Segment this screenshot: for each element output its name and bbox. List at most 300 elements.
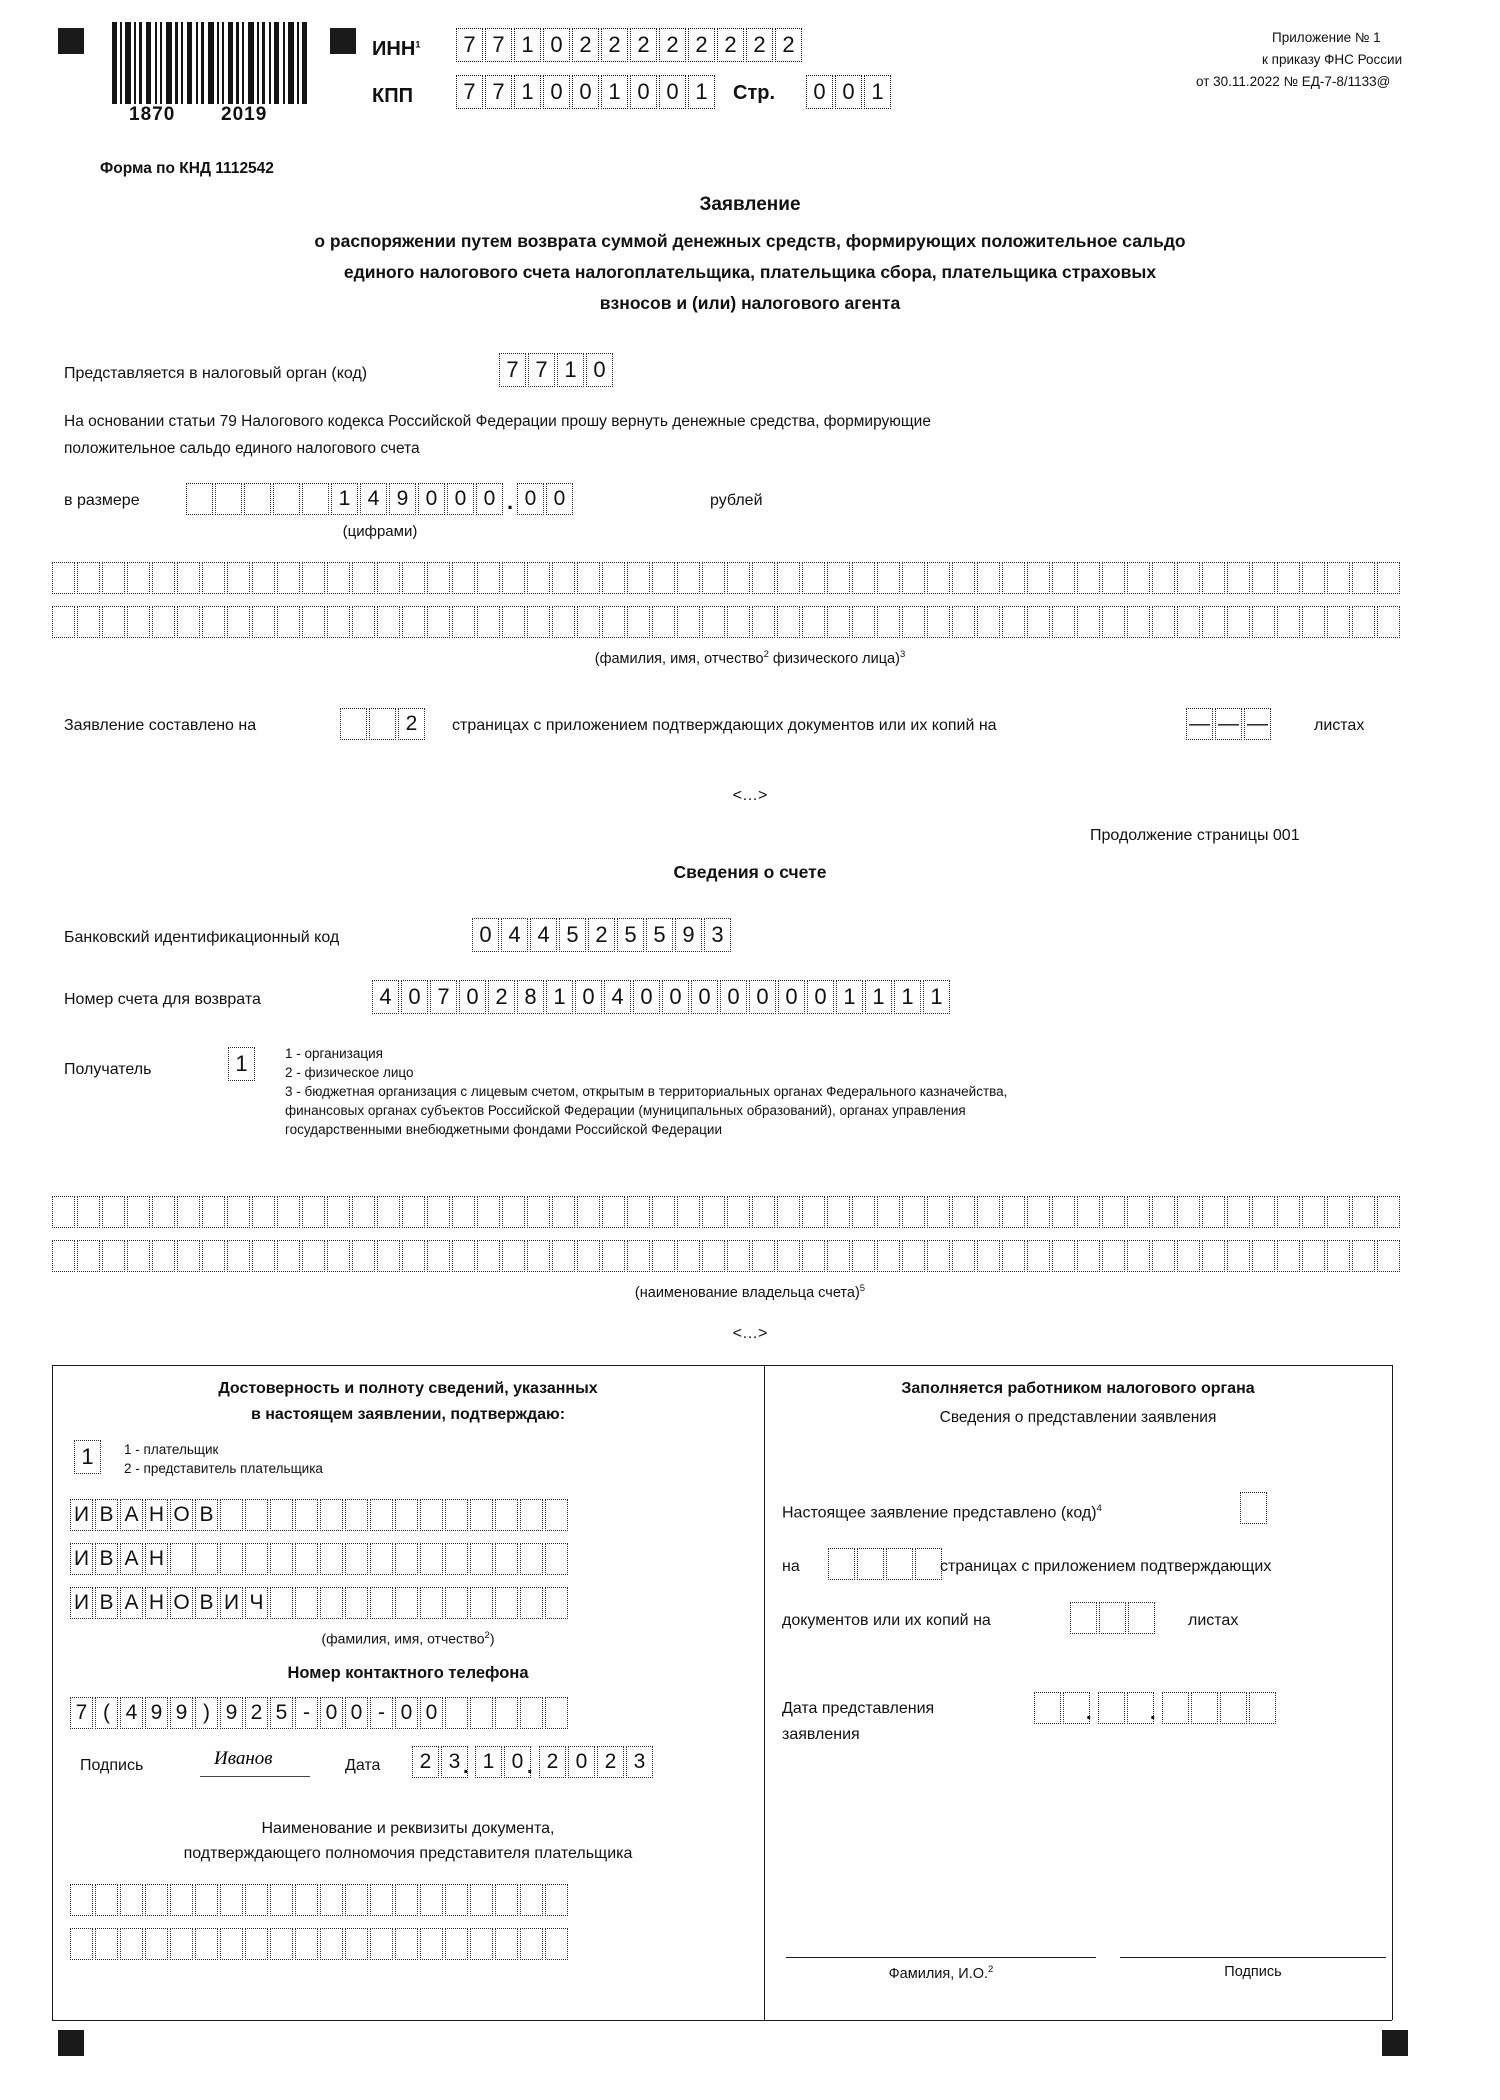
cell[interactable]: 1: [864, 75, 891, 109]
cell[interactable]: 9: [675, 918, 702, 952]
cell[interactable]: [295, 1884, 318, 1916]
cell[interactable]: [252, 606, 275, 638]
cell[interactable]: [327, 606, 350, 638]
cell[interactable]: [127, 562, 150, 594]
cell[interactable]: [952, 606, 975, 638]
cell[interactable]: [802, 562, 825, 594]
cell[interactable]: 4: [604, 980, 631, 1014]
cell[interactable]: [1277, 1196, 1300, 1228]
cell[interactable]: [520, 1499, 543, 1531]
cell[interactable]: [320, 1543, 343, 1575]
cell[interactable]: [102, 1196, 125, 1228]
cell[interactable]: [452, 606, 475, 638]
cell[interactable]: [102, 1240, 125, 1272]
taxpayer-fio-row-1[interactable]: [52, 562, 1402, 594]
cell[interactable]: 2: [688, 28, 715, 62]
cell[interactable]: 2: [630, 28, 657, 62]
cell[interactable]: -: [295, 1697, 318, 1729]
cell[interactable]: 1: [74, 1440, 101, 1474]
cell[interactable]: [220, 1543, 243, 1575]
cell[interactable]: [52, 562, 75, 594]
cell[interactable]: [520, 1543, 543, 1575]
cell[interactable]: И: [70, 1543, 93, 1575]
cell[interactable]: [1202, 1240, 1225, 1272]
cell[interactable]: И: [70, 1587, 93, 1619]
cell[interactable]: [495, 1587, 518, 1619]
cell[interactable]: 9: [170, 1697, 193, 1729]
cell[interactable]: [1152, 1196, 1175, 1228]
cell[interactable]: [427, 1196, 450, 1228]
cell[interactable]: 2: [601, 28, 628, 62]
cell[interactable]: 5: [270, 1697, 293, 1729]
cell[interactable]: [445, 1587, 468, 1619]
cell[interactable]: [1052, 562, 1075, 594]
cell[interactable]: [602, 1196, 625, 1228]
cell[interactable]: [452, 562, 475, 594]
cell[interactable]: [152, 562, 175, 594]
cell[interactable]: [902, 562, 925, 594]
official-date-year[interactable]: [1162, 1692, 1278, 1724]
cell[interactable]: 2: [398, 708, 425, 740]
cell[interactable]: [902, 606, 925, 638]
cell[interactable]: [370, 1543, 393, 1575]
cell[interactable]: [627, 606, 650, 638]
cell[interactable]: [302, 483, 329, 515]
cell[interactable]: 0: [320, 1697, 343, 1729]
cell[interactable]: [1102, 1240, 1125, 1272]
cell[interactable]: [802, 1196, 825, 1228]
cell[interactable]: [195, 1884, 218, 1916]
cell[interactable]: [320, 1884, 343, 1916]
cell[interactable]: [470, 1697, 493, 1729]
cell[interactable]: [1377, 1196, 1400, 1228]
cell[interactable]: [445, 1928, 468, 1960]
cell[interactable]: [1249, 1692, 1276, 1724]
cell[interactable]: 0: [659, 75, 686, 109]
cell[interactable]: [245, 1928, 268, 1960]
cell[interactable]: [727, 1240, 750, 1272]
cell[interactable]: [295, 1499, 318, 1531]
cell[interactable]: 0: [472, 918, 499, 952]
cell[interactable]: [852, 562, 875, 594]
cell[interactable]: [752, 562, 775, 594]
cell[interactable]: 1: [894, 980, 921, 1014]
cell[interactable]: [52, 606, 75, 638]
cell[interactable]: 0: [749, 980, 776, 1014]
cell[interactable]: 7: [528, 353, 555, 387]
cell[interactable]: [227, 1240, 250, 1272]
cell[interactable]: [602, 1240, 625, 1272]
cell[interactable]: [395, 1499, 418, 1531]
cell[interactable]: [202, 1196, 225, 1228]
cell[interactable]: 0: [807, 980, 834, 1014]
signature-date-day[interactable]: [412, 1746, 470, 1778]
cell[interactable]: 2: [717, 28, 744, 62]
cell[interactable]: -: [370, 1697, 393, 1729]
cell[interactable]: [952, 1240, 975, 1272]
cell[interactable]: 0: [572, 75, 599, 109]
cell[interactable]: [1002, 1240, 1025, 1272]
cell[interactable]: [545, 1884, 568, 1916]
cell[interactable]: [627, 1240, 650, 1272]
cell[interactable]: 0: [662, 980, 689, 1014]
cell[interactable]: В: [195, 1587, 218, 1619]
cell[interactable]: [1077, 562, 1100, 594]
cell[interactable]: [545, 1543, 568, 1575]
cell[interactable]: [1227, 562, 1250, 594]
cell[interactable]: 2: [659, 28, 686, 62]
bik-field[interactable]: [472, 918, 733, 952]
cell[interactable]: [852, 1196, 875, 1228]
cell[interactable]: [520, 1884, 543, 1916]
sheets-count-field[interactable]: [1186, 708, 1273, 740]
power-doc-row-2[interactable]: [70, 1928, 570, 1960]
cell[interactable]: [202, 562, 225, 594]
cell[interactable]: [170, 1884, 193, 1916]
cell[interactable]: Н: [145, 1587, 168, 1619]
cell[interactable]: [1252, 606, 1275, 638]
cell[interactable]: [352, 562, 375, 594]
cell[interactable]: [927, 1196, 950, 1228]
cell[interactable]: 8: [517, 980, 544, 1014]
cell[interactable]: 0: [575, 980, 602, 1014]
cell[interactable]: [177, 606, 200, 638]
official-date-day[interactable]: [1034, 1692, 1092, 1724]
cell[interactable]: [1227, 1196, 1250, 1228]
cell[interactable]: [827, 1240, 850, 1272]
pages-count-field[interactable]: [340, 708, 427, 740]
cell[interactable]: 1: [546, 980, 573, 1014]
cell[interactable]: [252, 1196, 275, 1228]
cell[interactable]: [1327, 1240, 1350, 1272]
cell[interactable]: [152, 606, 175, 638]
cell[interactable]: [927, 606, 950, 638]
cell[interactable]: [702, 606, 725, 638]
cell[interactable]: [977, 606, 1000, 638]
cell[interactable]: [1220, 1692, 1247, 1724]
cell[interactable]: [1002, 562, 1025, 594]
cell[interactable]: 4: [372, 980, 399, 1014]
cell[interactable]: 1: [865, 980, 892, 1014]
account-owner-row-2[interactable]: [52, 1240, 1402, 1272]
cell[interactable]: 0: [835, 75, 862, 109]
cell[interactable]: [1052, 606, 1075, 638]
cell[interactable]: [502, 562, 525, 594]
submitted-code-field[interactable]: [1240, 1492, 1269, 1524]
cell[interactable]: [520, 1697, 543, 1729]
cell[interactable]: В: [195, 1499, 218, 1531]
cell[interactable]: [452, 1240, 475, 1272]
cell[interactable]: [270, 1884, 293, 1916]
cell[interactable]: [270, 1543, 293, 1575]
cell[interactable]: 2: [597, 1746, 624, 1778]
cell[interactable]: [1302, 1240, 1325, 1272]
cell[interactable]: [477, 1196, 500, 1228]
cell[interactable]: [177, 1196, 200, 1228]
cell[interactable]: 0: [447, 483, 474, 515]
cell[interactable]: [170, 1543, 193, 1575]
cell[interactable]: [402, 1240, 425, 1272]
cell[interactable]: [395, 1587, 418, 1619]
cell[interactable]: [177, 1240, 200, 1272]
cell[interactable]: 0: [633, 980, 660, 1014]
cell[interactable]: [1302, 562, 1325, 594]
cell[interactable]: [420, 1587, 443, 1619]
cell[interactable]: [802, 1240, 825, 1272]
cell[interactable]: 1: [514, 28, 541, 62]
signature-date-month[interactable]: [475, 1746, 533, 1778]
cell[interactable]: [627, 1196, 650, 1228]
cell[interactable]: [1002, 606, 1025, 638]
cell[interactable]: 0: [691, 980, 718, 1014]
cell[interactable]: И: [220, 1587, 243, 1619]
cell[interactable]: [252, 562, 275, 594]
cell[interactable]: [677, 1240, 700, 1272]
cell[interactable]: [1352, 562, 1375, 594]
cell[interactable]: [827, 1196, 850, 1228]
cell[interactable]: [520, 1587, 543, 1619]
cell[interactable]: [677, 562, 700, 594]
cell[interactable]: [552, 606, 575, 638]
cell[interactable]: [1127, 1240, 1150, 1272]
cell[interactable]: [577, 562, 600, 594]
cell[interactable]: [1034, 1692, 1061, 1724]
cell[interactable]: 7: [499, 353, 526, 387]
cell[interactable]: [502, 606, 525, 638]
cell[interactable]: [270, 1928, 293, 1960]
cell[interactable]: [395, 1543, 418, 1575]
cell[interactable]: [1227, 1240, 1250, 1272]
cell[interactable]: [370, 1884, 393, 1916]
cell[interactable]: [1377, 1240, 1400, 1272]
cell[interactable]: [702, 1240, 725, 1272]
cell[interactable]: —: [1215, 708, 1242, 740]
cell[interactable]: [295, 1587, 318, 1619]
cell[interactable]: [320, 1928, 343, 1960]
official-pages-field[interactable]: [828, 1548, 944, 1580]
cell[interactable]: [520, 1928, 543, 1960]
cell[interactable]: Н: [145, 1499, 168, 1531]
cell[interactable]: [852, 606, 875, 638]
cell[interactable]: [427, 562, 450, 594]
cell[interactable]: [1202, 562, 1225, 594]
cell[interactable]: [120, 1928, 143, 1960]
cell[interactable]: 2: [588, 918, 615, 952]
cell[interactable]: 0: [418, 483, 445, 515]
cell[interactable]: [345, 1543, 368, 1575]
cell[interactable]: [577, 606, 600, 638]
cell[interactable]: [77, 562, 100, 594]
signature-date-year[interactable]: [539, 1746, 655, 1778]
cell[interactable]: [652, 1196, 675, 1228]
cell[interactable]: [340, 708, 367, 740]
cell[interactable]: —: [1186, 708, 1213, 740]
cell[interactable]: [395, 1928, 418, 1960]
cell[interactable]: 5: [646, 918, 673, 952]
cell[interactable]: [95, 1928, 118, 1960]
cell[interactable]: [95, 1884, 118, 1916]
cell[interactable]: [927, 1240, 950, 1272]
cell[interactable]: [245, 1499, 268, 1531]
cell[interactable]: [420, 1499, 443, 1531]
cell[interactable]: [377, 562, 400, 594]
cell[interactable]: [1252, 562, 1275, 594]
cell[interactable]: [602, 562, 625, 594]
cell[interactable]: [527, 1240, 550, 1272]
account-number-field[interactable]: [372, 980, 952, 1014]
cell[interactable]: [527, 1196, 550, 1228]
cell[interactable]: [77, 1196, 100, 1228]
cell[interactable]: [1027, 606, 1050, 638]
cell[interactable]: [377, 1196, 400, 1228]
cell[interactable]: [445, 1543, 468, 1575]
cell[interactable]: О: [170, 1499, 193, 1531]
cell[interactable]: [77, 1240, 100, 1272]
cell[interactable]: [420, 1928, 443, 1960]
cell[interactable]: [52, 1240, 75, 1272]
cell[interactable]: 3: [626, 1746, 653, 1778]
cell[interactable]: [902, 1240, 925, 1272]
cell[interactable]: ): [195, 1697, 218, 1729]
cell[interactable]: [752, 1240, 775, 1272]
cell[interactable]: [495, 1499, 518, 1531]
cell[interactable]: —: [1244, 708, 1271, 740]
cell[interactable]: [220, 1884, 243, 1916]
cell[interactable]: [152, 1196, 175, 1228]
cell[interactable]: [252, 1240, 275, 1272]
cell[interactable]: [470, 1587, 493, 1619]
cell[interactable]: 1: [331, 483, 358, 515]
cell[interactable]: 3: [441, 1746, 468, 1778]
cell[interactable]: 1: [601, 75, 628, 109]
cell[interactable]: А: [120, 1543, 143, 1575]
cell[interactable]: [352, 1196, 375, 1228]
cell[interactable]: 2: [488, 980, 515, 1014]
cell[interactable]: (: [95, 1697, 118, 1729]
cell[interactable]: [327, 1196, 350, 1228]
cell[interactable]: [777, 1196, 800, 1228]
cell[interactable]: [1102, 1196, 1125, 1228]
cell[interactable]: 0: [568, 1746, 595, 1778]
cell[interactable]: [302, 1196, 325, 1228]
cell[interactable]: [302, 1240, 325, 1272]
cell[interactable]: [70, 1928, 93, 1960]
cell[interactable]: [244, 483, 271, 515]
official-date-month[interactable]: [1098, 1692, 1156, 1724]
cell[interactable]: [1252, 1240, 1275, 1272]
cell[interactable]: [977, 1240, 1000, 1272]
page-number-field[interactable]: [806, 75, 893, 109]
cell[interactable]: [545, 1928, 568, 1960]
cell[interactable]: [652, 1240, 675, 1272]
cell[interactable]: 4: [360, 483, 387, 515]
cell[interactable]: 9: [220, 1697, 243, 1729]
cell[interactable]: [477, 606, 500, 638]
cell[interactable]: [277, 562, 300, 594]
cell[interactable]: [502, 1196, 525, 1228]
cell[interactable]: О: [170, 1587, 193, 1619]
cell[interactable]: [470, 1928, 493, 1960]
amount-rubles-field[interactable]: [186, 483, 575, 515]
cell[interactable]: [495, 1543, 518, 1575]
cell[interactable]: [952, 562, 975, 594]
cell[interactable]: [1277, 606, 1300, 638]
cell[interactable]: [345, 1928, 368, 1960]
cell[interactable]: [915, 1548, 942, 1580]
cell[interactable]: [727, 562, 750, 594]
cell[interactable]: А: [120, 1587, 143, 1619]
cell[interactable]: [577, 1240, 600, 1272]
cell[interactable]: [1128, 1602, 1155, 1634]
cell[interactable]: [1352, 1196, 1375, 1228]
kpp-field[interactable]: [456, 75, 717, 109]
cell[interactable]: 7: [485, 28, 512, 62]
cell[interactable]: [1277, 562, 1300, 594]
cell[interactable]: [1277, 1240, 1300, 1272]
cell[interactable]: 5: [617, 918, 644, 952]
cell[interactable]: [702, 1196, 725, 1228]
cell[interactable]: [677, 606, 700, 638]
cell[interactable]: 1: [557, 353, 584, 387]
representative-name-field[interactable]: [70, 1543, 570, 1575]
cell[interactable]: [502, 1240, 525, 1272]
cell[interactable]: [420, 1543, 443, 1575]
cell[interactable]: 0: [395, 1697, 418, 1729]
cell[interactable]: [1052, 1196, 1075, 1228]
cell[interactable]: 1: [514, 75, 541, 109]
cell[interactable]: 2: [245, 1697, 268, 1729]
cell[interactable]: [270, 1587, 293, 1619]
cell[interactable]: [552, 1240, 575, 1272]
cell[interactable]: [1027, 562, 1050, 594]
cell[interactable]: [1191, 1692, 1218, 1724]
cell[interactable]: [877, 1240, 900, 1272]
cell[interactable]: [245, 1884, 268, 1916]
cell[interactable]: 1: [228, 1047, 255, 1081]
cell[interactable]: [857, 1548, 884, 1580]
cell[interactable]: [402, 606, 425, 638]
cell[interactable]: [202, 1240, 225, 1272]
cell[interactable]: В: [95, 1543, 118, 1575]
cell[interactable]: 1: [688, 75, 715, 109]
recipient-code-field[interactable]: [228, 1047, 257, 1081]
cell[interactable]: [1152, 562, 1175, 594]
cell[interactable]: [777, 1240, 800, 1272]
cell[interactable]: 0: [806, 75, 833, 109]
cell[interactable]: 0: [504, 1746, 531, 1778]
cell[interactable]: [652, 562, 675, 594]
cell[interactable]: [777, 562, 800, 594]
cell[interactable]: [270, 1499, 293, 1531]
cell[interactable]: [1077, 1240, 1100, 1272]
representative-patronymic-field[interactable]: [70, 1587, 570, 1619]
cell[interactable]: [370, 1499, 393, 1531]
cell[interactable]: [445, 1499, 468, 1531]
cell[interactable]: [195, 1543, 218, 1575]
cell[interactable]: [302, 606, 325, 638]
cell[interactable]: [352, 1240, 375, 1272]
power-doc-row-1[interactable]: [70, 1884, 570, 1916]
cell[interactable]: [1202, 606, 1225, 638]
cell[interactable]: [470, 1499, 493, 1531]
cell[interactable]: [677, 1196, 700, 1228]
cell[interactable]: [1027, 1240, 1050, 1272]
cell[interactable]: [395, 1884, 418, 1916]
cell[interactable]: [1377, 562, 1400, 594]
cell[interactable]: [377, 1240, 400, 1272]
cell[interactable]: [1327, 606, 1350, 638]
cell[interactable]: [345, 1884, 368, 1916]
